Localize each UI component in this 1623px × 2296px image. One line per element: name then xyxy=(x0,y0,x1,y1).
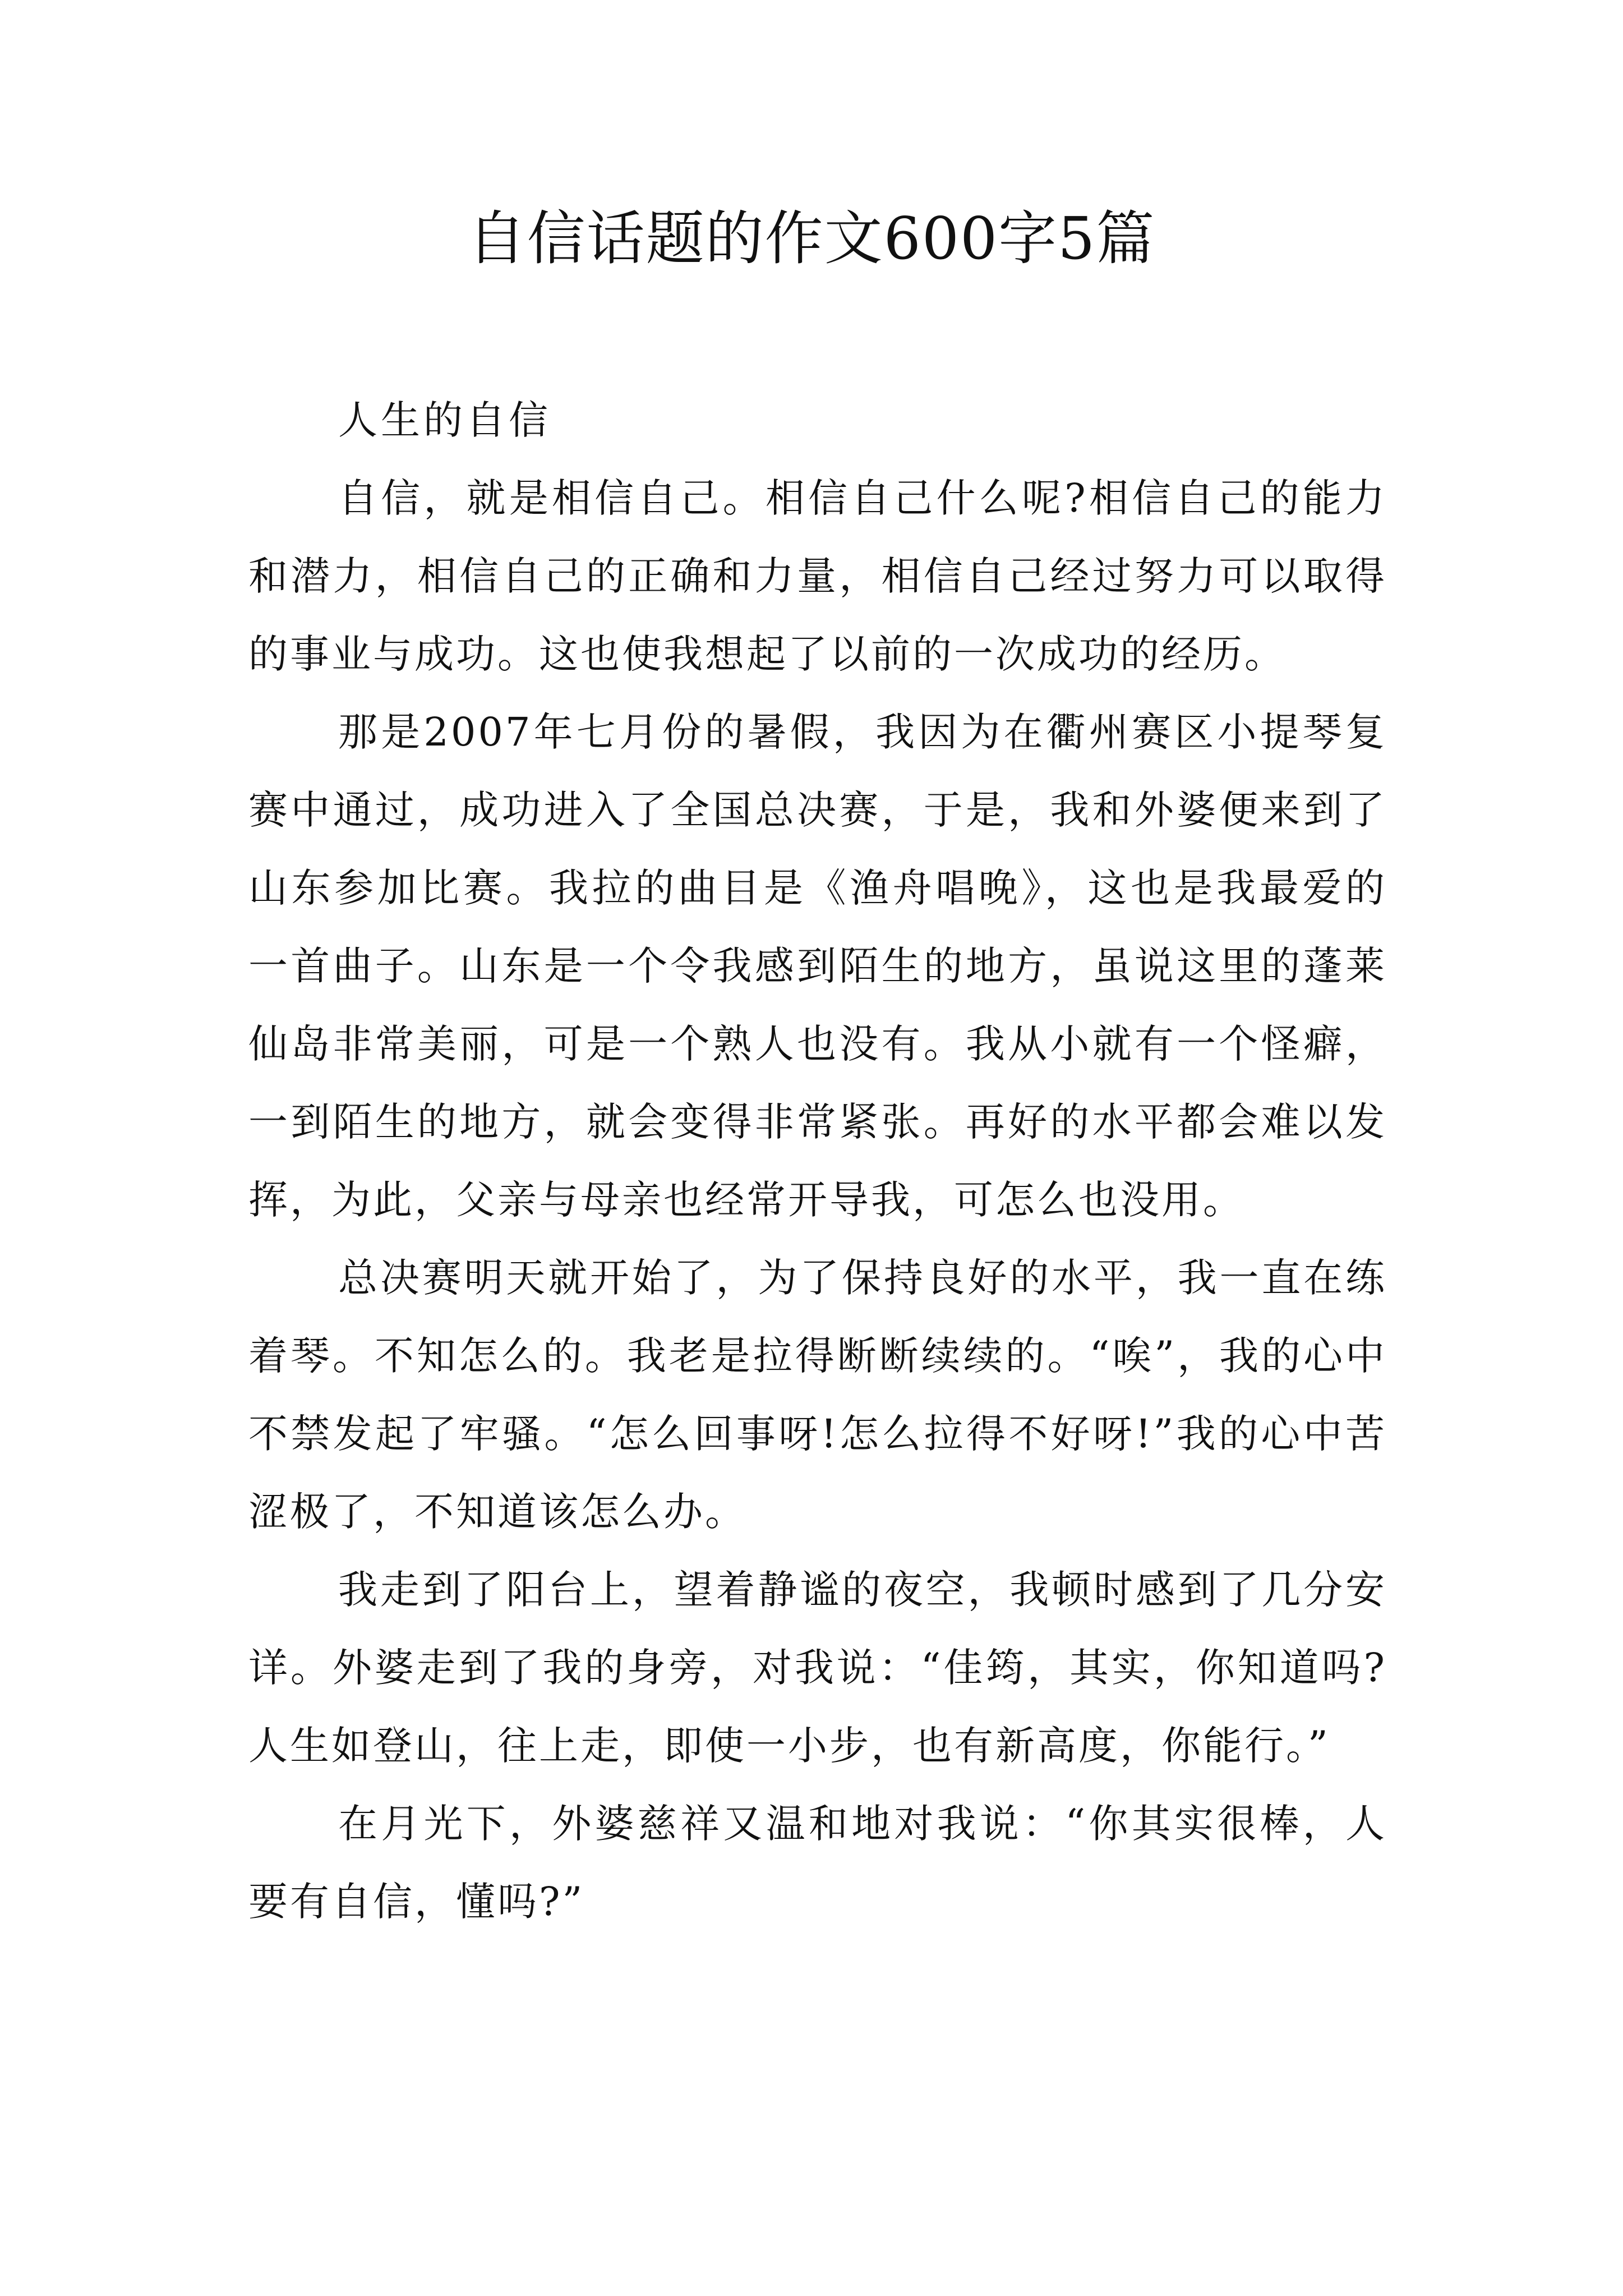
document-title: 自信话题的作文600字5篇 xyxy=(467,204,1156,273)
paragraph: 那是2007年七月份的暑假，我因为在衢州赛区小提琴复赛中通过，成功进入了全国总决赛，于是，我和外婆便来到了山东参加比赛。我拉的曲目是《渔舟唱晚》，这也是我最爱的一首曲子。山东是一个令我感到陌生的地方，虽说这里的蓬莱仙岛非常美丽，可是一个熟人也没有。我从小就有一个怪癖，一到陌生的地方，就会变得非常紧张。再好的水平都会难以发挥，为此，父亲与母亲也经常开导我，可怎么也没用。 xyxy=(248,709,1387,1223)
paragraph: 我走到了阳台上，望着静谧的夜空，我顿时感到了几分安详。外婆走到了我的身旁，对我说：“佳筠，其实，你知道吗?人生如登山，往上走，即使一小步，也有新高度，你能行。” xyxy=(248,1567,1387,1769)
paragraph: 在月光下，外婆慈祥又温和地对我说：“你其实很棒，人要有自信，懂吗?” xyxy=(248,1801,1387,1925)
document-body xyxy=(248,381,1387,1941)
paragraph: 自信，就是相信自己。相信自己什么呢?相信自己的能力和潜力，相信自己的正确和力量，相信自己经过努力可以取得的事业与成功。这也使我想起了以前的一次成功的经历。 xyxy=(248,475,1387,677)
paragraph: 总决赛明天就开始了，为了保持良好的水平，我一直在练着琴。不知怎么的。我老是拉得断断续续的。“唉”，我的心中不禁发起了牢骚。“怎么回事呀!怎么拉得不好呀!”我的心中苦涩极了，不知道该怎么办。 xyxy=(248,1255,1387,1535)
essay-subtitle: 人生的自信 xyxy=(338,397,551,443)
